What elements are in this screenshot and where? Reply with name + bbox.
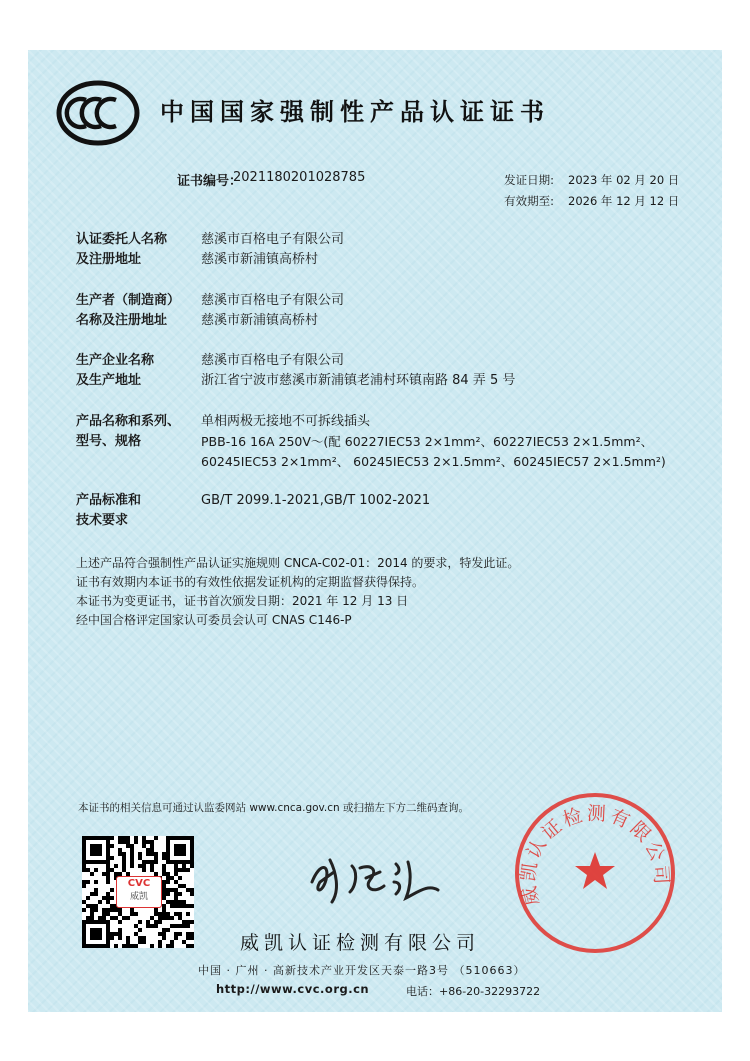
product-label-1: 产品名称和系列、: [76, 414, 181, 429]
valid-date-label: 有效期至:: [504, 194, 554, 208]
manufacturer-name: 慈溪市百格电子有限公司: [201, 293, 345, 308]
valid-date-value: 2026 年 12 月 12 日: [568, 194, 680, 208]
applicant-address: 慈溪市新浦镇高桥村: [201, 252, 319, 267]
company-phone: 电话：+86-20-32293722: [406, 985, 541, 998]
certificate-number-label: 证书编号：: [177, 174, 243, 189]
statement-2: 证书有效期内本证书的有效性依据发证机构的定期监督获得保持。: [76, 575, 425, 589]
issue-date-value: 2023 年 02 月 20 日: [568, 173, 680, 187]
ccc-logo-icon: [56, 80, 140, 146]
company-name: 威凯认证检测有限公司: [240, 932, 481, 954]
page-title: 中国国家强制性产品认证证书: [160, 98, 550, 126]
signature-image: [300, 842, 450, 912]
standard-label-1: 产品标准和: [76, 493, 142, 508]
certificate-number-value: 2021180201028785: [233, 170, 366, 185]
manufacturer-label-1: 生产者（制造商）: [76, 293, 181, 308]
svg-text:威凯认证检测有限公司: 威凯认证检测有限公司: [517, 802, 673, 908]
qr-badge-sub: 威凯: [129, 892, 148, 902]
factory-label-1: 生产企业名称: [76, 353, 155, 368]
issue-date-label: 发证日期:: [504, 173, 554, 187]
qr-code[interactable]: [82, 836, 194, 948]
applicant-label-2: 及注册地址: [76, 252, 142, 267]
company-seal-stamp: [512, 790, 678, 956]
qr-badge: [116, 876, 162, 908]
manufacturer-label-2: 名称及注册地址: [76, 313, 168, 328]
company-address: 中国 · 广州 · 高新技术产业开发区天泰一路3号 （510663）: [198, 964, 526, 977]
company-website[interactable]: http://www.cvc.org.cn: [216, 982, 370, 996]
applicant-label-1: 认证委托人名称: [76, 232, 168, 247]
factory-label-2: 及生产地址: [76, 373, 142, 388]
factory-address: 浙江省宁波市慈溪市新浦镇老浦村环镇南路 84 弄 5 号: [201, 373, 516, 388]
statement-4: 经中国合格评定国家认可委员会认可 CNAS C146-P: [76, 613, 352, 627]
standard-label-2: 技术要求: [76, 513, 129, 528]
qr-badge-text: CVC: [127, 878, 151, 889]
factory-name: 慈溪市百格电子有限公司: [201, 353, 345, 368]
product-line-2: PBB-16 16A 250V～(配 60227IEC53 2×1mm²、60227IEC53 2×1.5mm²、: [201, 434, 654, 449]
product-line-3: 60245IEC53 2×1mm²、 60245IEC53 2×1.5mm²、60245IEC57 2×1.5mm²): [201, 454, 666, 469]
product-label-2: 型号、规格: [76, 434, 142, 449]
statement-1: 上述产品符合强制性产品认证实施规则 CNCA-C02-01：2014 的要求，特发此证。: [76, 556, 520, 570]
standard-value: GB/T 2099.1-2021,GB/T 1002-2021: [201, 493, 431, 508]
manufacturer-address: 慈溪市新浦镇高桥村: [201, 313, 319, 328]
footer-note: 本证书的相关信息可通过认监委网站 www.cnca.gov.cn 或扫描左下方二维码查询。: [78, 802, 470, 814]
product-line-1: 单相两极无接地不可拆线插头: [201, 414, 371, 429]
applicant-name: 慈溪市百格电子有限公司: [201, 232, 345, 247]
statement-3: 本证书为变更证书，证书首次颁发日期：2021 年 12 月 13 日: [76, 594, 409, 608]
